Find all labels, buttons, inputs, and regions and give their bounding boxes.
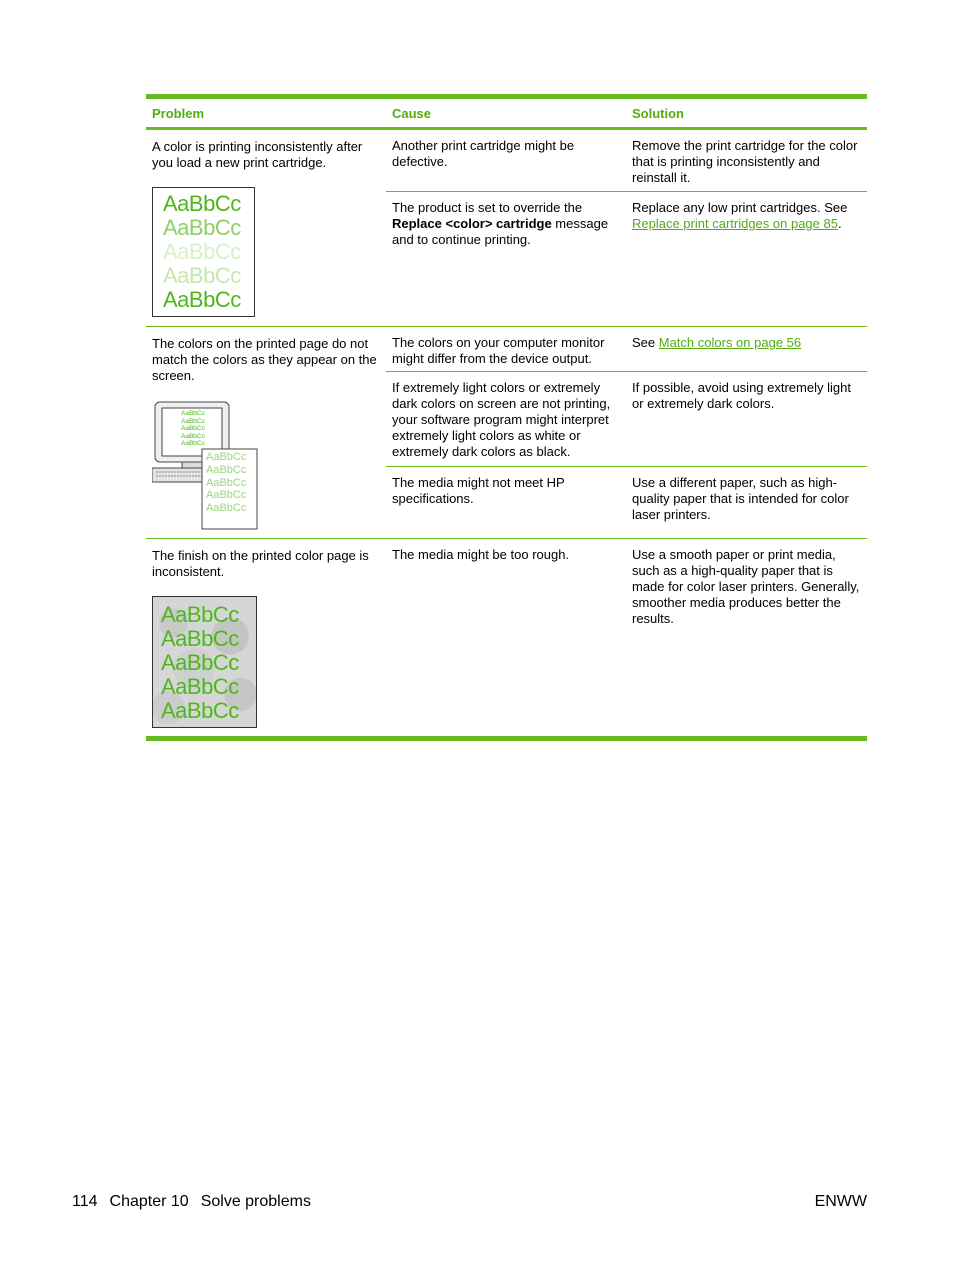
footer-left: [72, 1193, 323, 1211]
problem-text: The finish on the printed color page is inconsistent.: [152, 548, 369, 579]
cause-cell: If extremely light colors or extremely dark colors on screen are not printing, your software program might interpret extremely light colors as white or extremely dark colors as black.: [392, 380, 611, 459]
header-solution: Solution: [632, 106, 684, 121]
problem-cell: [146, 327, 386, 538]
solution-cell: Remove the print cartridge for the color that is printing inconsistently and reinstall it.: [632, 138, 858, 185]
sample-text: AaBbCc: [161, 626, 239, 651]
uneven-finish-sample-image: [152, 596, 257, 728]
problem-cell: [146, 130, 386, 326]
footer-right: ENWW: [814, 1193, 867, 1210]
screen-line: AaBbCc: [181, 417, 205, 425]
printout-line: AaBbCc: [206, 476, 247, 489]
table-row: [146, 326, 867, 538]
sample-text: AaBbCc: [161, 602, 239, 627]
sample-text: AaBbCc: [163, 191, 241, 216]
sample-text: AaBbCc: [163, 287, 241, 312]
solution-cell: Use a smooth paper or print media, such as a high-quality paper that is made for color laser printers. Generally, smoother media produces better the results.: [632, 547, 860, 626]
sample-text: AaBbCc: [163, 215, 241, 240]
solution-text: Replace any low print cartridges. See: [632, 200, 848, 215]
screen-line: AaBbCc: [181, 425, 205, 433]
screen-text: [181, 410, 205, 448]
troubleshooting-table: [146, 94, 867, 741]
cause-cell: [386, 192, 626, 326]
cause-cell: The media might not meet HP specifications.: [392, 475, 565, 506]
screen-line: AaBbCc: [181, 410, 205, 417]
chapter-label: Chapter 10: [109, 1193, 189, 1210]
cause-cell: The colors on your computer monitor might differ from the device output.: [392, 335, 605, 366]
problem-text: A color is printing inconsistently after you load a new print cartridge.: [152, 139, 363, 170]
cause-solution-row: [386, 371, 867, 466]
solution-cell: If possible, avoid using extremely light or extremely dark colors.: [632, 380, 851, 411]
page-number: 114: [72, 1193, 98, 1210]
solution-cell: Use a different paper, such as high-quality paper that is intended for color laser printers.: [632, 475, 849, 522]
printout-line: AaBbCc: [206, 489, 247, 502]
printout-line: AaBbCc: [206, 451, 247, 463]
sample-text: AaBbCc: [163, 263, 241, 288]
cause-solution-row: [386, 466, 867, 538]
solution-text: See: [632, 335, 659, 350]
header-problem: Problem: [152, 106, 205, 121]
sample-text: AaBbCc: [163, 239, 241, 264]
table-header: [146, 99, 867, 130]
screen-line: AaBbCc: [181, 440, 205, 448]
cause-solution-row: [386, 327, 867, 371]
solution-text: .: [837, 216, 842, 231]
cause-text: message and to continue printing.: [392, 216, 609, 247]
cause-solution-row: [386, 130, 867, 191]
solution-cell: [626, 327, 867, 371]
printout-line: AaBbCc: [206, 463, 247, 476]
header-cause: Cause: [392, 106, 432, 121]
cause-solution-row: [386, 539, 867, 736]
page-footer: [72, 1193, 867, 1211]
section-title: Solve problems: [200, 1193, 311, 1210]
screen-line: AaBbCc: [181, 432, 205, 440]
problem-text: The colors on the printed page do not match the colors as they appear on the screen.: [152, 336, 377, 383]
printout-text: [206, 451, 246, 515]
sample-text: AaBbCc: [161, 674, 239, 699]
table-row: [146, 130, 867, 326]
printout-line: AaBbCc: [206, 502, 247, 515]
cause-solution-row: [386, 191, 867, 326]
cause-text: The product is set to override the: [392, 200, 583, 215]
replace-cartridges-link[interactable]: Replace print cartridges on page 85: [632, 216, 838, 231]
sample-text: AaBbCc: [161, 650, 239, 675]
solution-cell: [626, 192, 867, 326]
table-row: [146, 538, 867, 736]
problem-cell: [146, 539, 386, 736]
cause-cell: Another print cartridge might be defective.: [392, 138, 575, 169]
cause-bold-text: Replace <color> cartridge: [392, 216, 552, 231]
inconsistent-color-sample-image: [152, 187, 255, 317]
sample-text: AaBbCc: [161, 698, 239, 723]
monitor-and-printout-image: [152, 400, 262, 530]
match-colors-link[interactable]: Match colors on page 56: [658, 335, 802, 350]
cause-cell: The media might be too rough.: [392, 547, 570, 562]
